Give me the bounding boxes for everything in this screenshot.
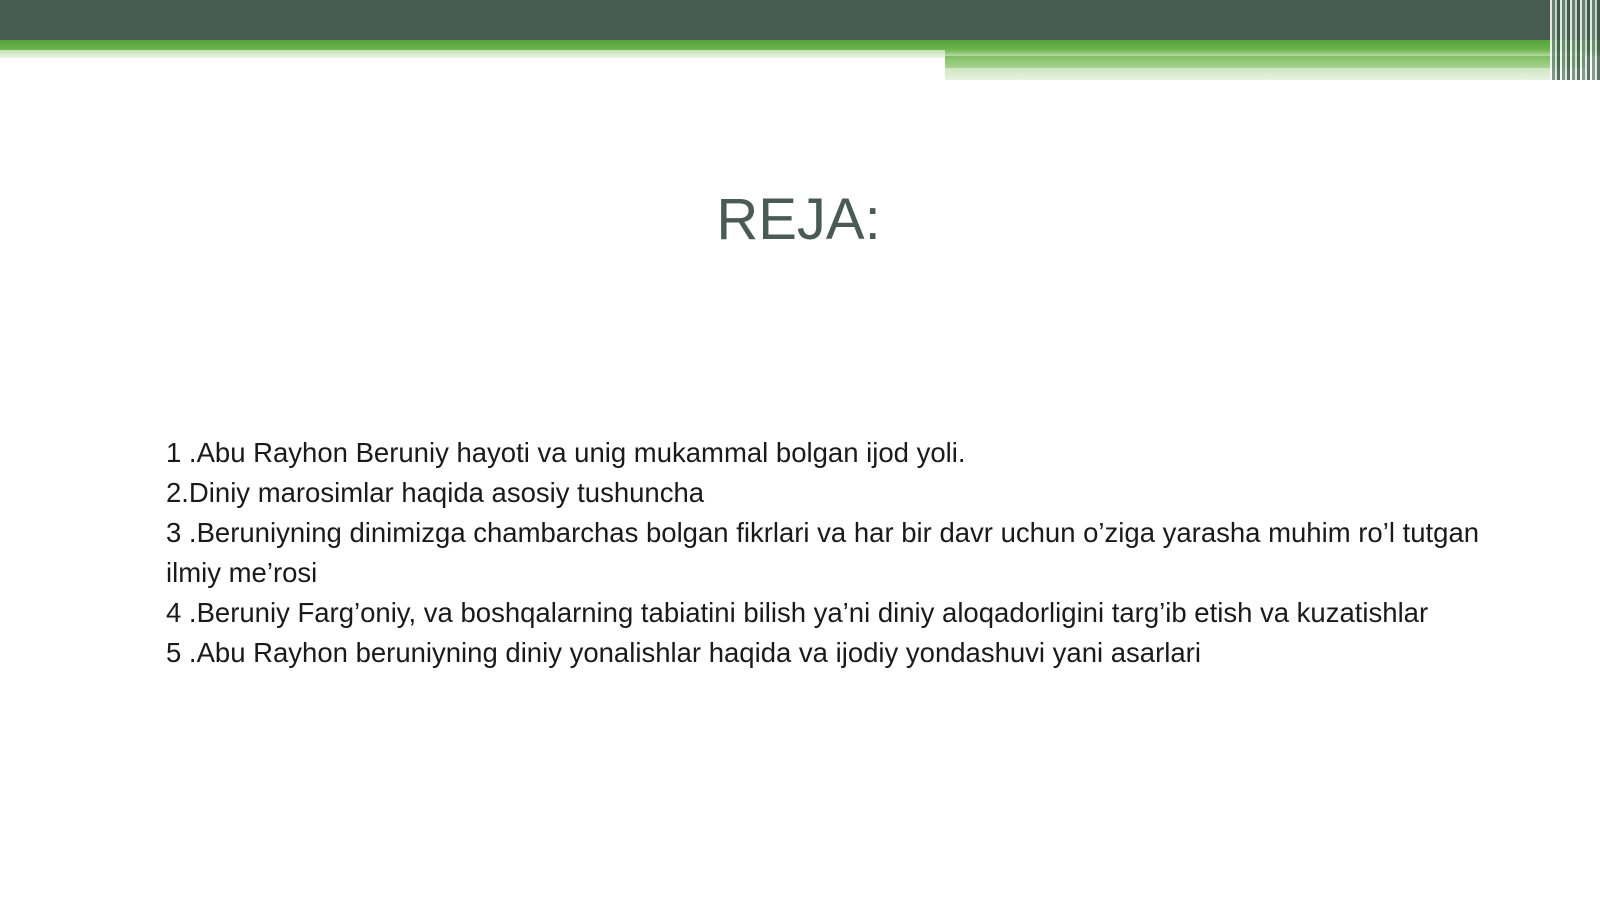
- header-green-accent-light: [945, 68, 1575, 80]
- header-green-accent: [945, 56, 1585, 68]
- header-stripes-decoration: [1550, 0, 1600, 80]
- list-item: 2.Diniy marosimlar haqida asosiy tushuncha: [166, 477, 705, 508]
- slide-title: REJA:: [716, 187, 881, 252]
- list-item: 4 .Beruniy Farg’oniy, va boshqalarning tabiatini bilish ya’ni diniy aloqadorligini targ’ib etish va kuzatishlar: [166, 597, 1429, 628]
- list-item: 1 .Abu Rayhon Beruniy hayoti va unig mukammal bolgan ijod yoli.: [166, 437, 966, 468]
- plan-list: [166, 433, 1486, 673]
- header-green-fade: [0, 50, 945, 58]
- list-item: 5 .Abu Rayhon beruniyning diniy yonalishlar haqida va ijodiy yondashuvi yani asarlari: [166, 637, 1201, 668]
- header-dark-bar: [0, 0, 1600, 40]
- list-item: 3 .Beruniyning dinimizga chambarchas bolgan fikrlari va har bir davr uchun o’ziga yarasha muhim ro’l tutgan ilmiy me’rosi: [166, 517, 1480, 588]
